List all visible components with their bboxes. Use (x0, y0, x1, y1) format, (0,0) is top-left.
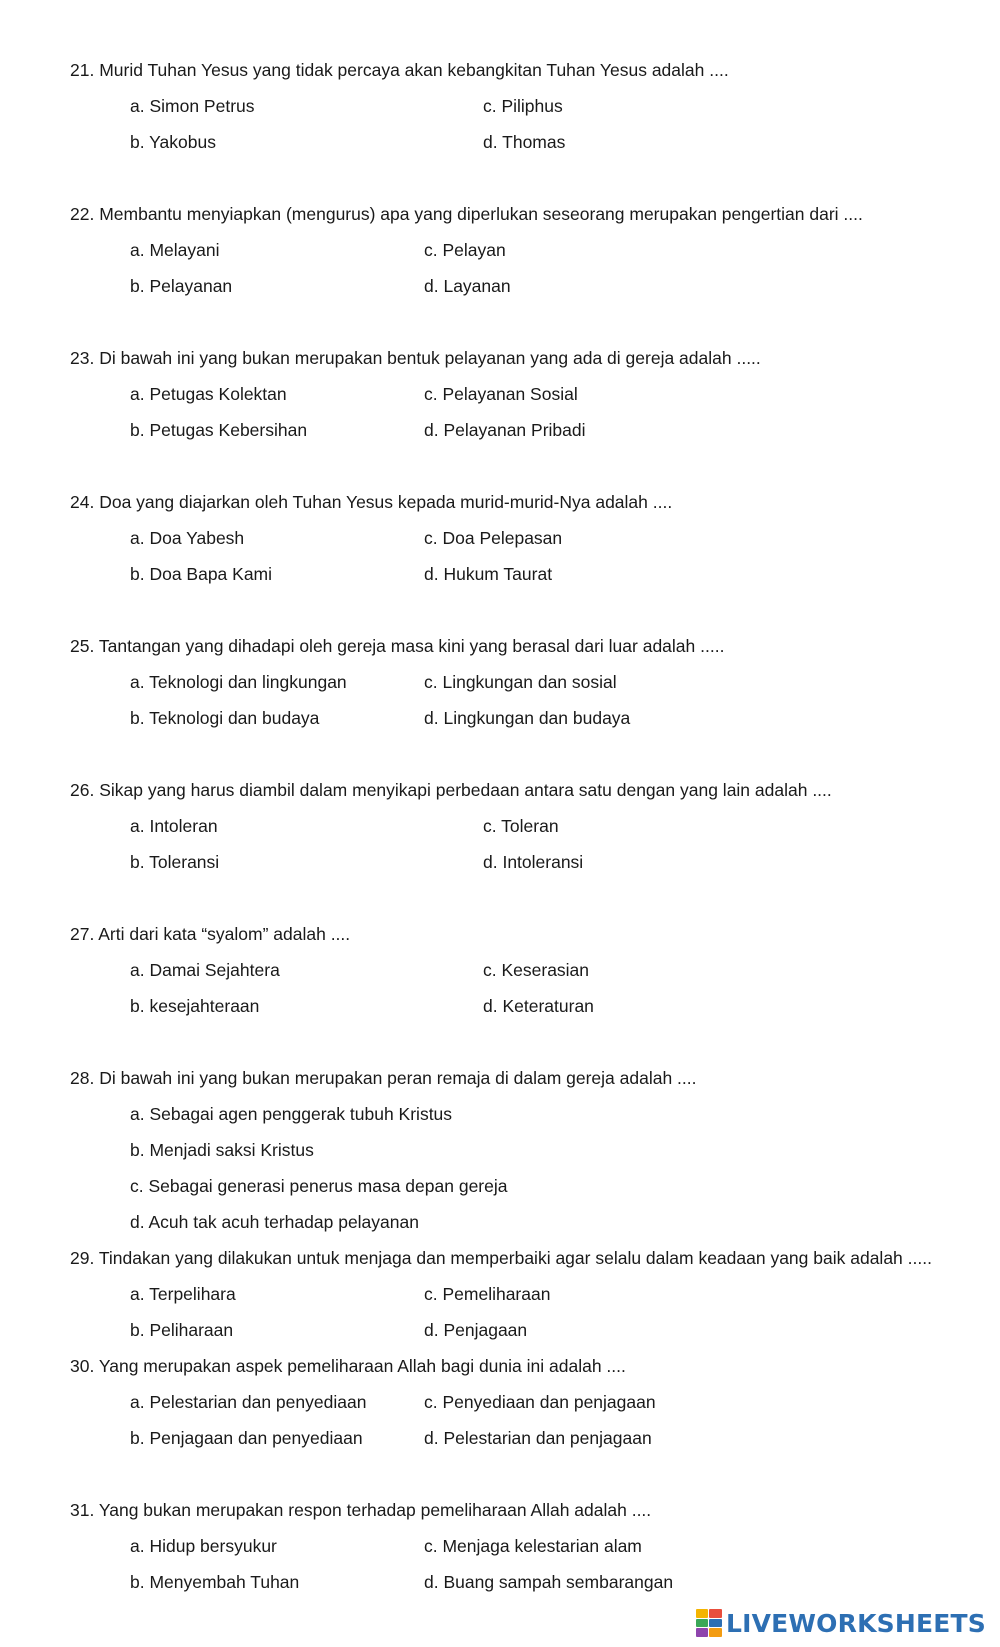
question-23 (70, 347, 980, 369)
question-number: 31. (70, 1500, 95, 1520)
question-number: 29. (70, 1248, 95, 1268)
logo-square-3 (696, 1619, 709, 1628)
option-a[interactable]: a. Damai Sejahtera (130, 960, 280, 980)
option-d[interactable]: d. Layanan (424, 276, 511, 296)
question-27 (70, 923, 980, 945)
option-b[interactable]: b. Yakobus (130, 132, 216, 152)
option-d[interactable]: d. Thomas (483, 132, 566, 152)
question-21 (70, 59, 980, 81)
question-26 (70, 779, 980, 801)
option-b[interactable]: b. Menyembah Tuhan (130, 1572, 300, 1592)
question-number: 26. (70, 780, 95, 800)
question-number: 24. (70, 492, 95, 512)
option-b[interactable]: b. Toleransi (130, 852, 220, 872)
question-text: Di bawah ini yang bukan merupakan bentuk pelayanan yang ada di gereja adalah ..... (99, 348, 761, 368)
question-number: 22. (70, 204, 95, 224)
option-d[interactable]: d. Acuh tak acuh terhadap pelayanan (130, 1212, 419, 1232)
option-a[interactable]: a. Melayani (130, 240, 220, 260)
logo-square-2 (709, 1609, 722, 1618)
question-number: 25. (70, 636, 95, 656)
question-number: 30. (70, 1356, 95, 1376)
option-c[interactable]: c. Lingkungan dan sosial (424, 672, 617, 692)
liveworksheets-logo-icon (696, 1609, 722, 1637)
question-text: Doa yang diajarkan oleh Tuhan Yesus kepada murid-murid-Nya adalah .... (99, 492, 673, 512)
question-text: Murid Tuhan Yesus yang tidak percaya akan kebangkitan Tuhan Yesus adalah .... (99, 60, 729, 80)
option-a[interactable]: a. Sebagai agen penggerak tubuh Kristus (130, 1104, 453, 1124)
option-d[interactable]: d. Pelayanan Pribadi (424, 420, 586, 440)
question-29 (70, 1247, 980, 1269)
option-b[interactable]: b. kesejahteraan (130, 996, 260, 1016)
question-22 (70, 203, 980, 225)
option-a[interactable]: a. Hidup bersyukur (130, 1536, 277, 1556)
option-a[interactable]: a. Doa Yabesh (130, 528, 245, 548)
option-d[interactable]: d. Pelestarian dan penjagaan (424, 1428, 652, 1448)
question-31 (70, 1499, 980, 1521)
question-number: 21. (70, 60, 95, 80)
question-text: Tindakan yang dilakukan untuk menjaga dan memperbaiki agar selalu dalam keadaan yang baik adalah ..... (98, 1248, 932, 1268)
option-b[interactable]: b. Teknologi dan budaya (130, 708, 320, 728)
logo-square-5 (696, 1628, 709, 1637)
option-c[interactable]: c. Penyediaan dan penjagaan (424, 1392, 656, 1412)
question-text: Di bawah ini yang bukan merupakan peran remaja di dalam gereja adalah .... (99, 1068, 697, 1088)
logo-square-4 (709, 1619, 722, 1628)
option-b[interactable]: b. Menjadi saksi Kristus (130, 1140, 314, 1160)
question-text: Yang bukan merupakan respon terhadap pemeliharaan Allah adalah .... (98, 1500, 652, 1520)
question-text: Membantu menyiapkan (mengurus) apa yang diperlukan seseorang merupakan pengertian dari .... (99, 204, 863, 224)
question-text: Tantangan yang dihadapi oleh gereja masa kini yang berasal dari luar adalah ..... (98, 636, 725, 656)
option-b[interactable]: b. Petugas Kebersihan (130, 420, 308, 440)
option-a[interactable]: a. Terpelihara (130, 1284, 236, 1304)
logo-square-6 (709, 1628, 722, 1637)
question-30 (70, 1355, 980, 1377)
option-b[interactable]: b. Peliharaan (130, 1320, 234, 1340)
question-28 (70, 1067, 980, 1089)
option-d[interactable]: d. Keteraturan (483, 996, 594, 1016)
option-b[interactable]: b. Pelayanan (130, 276, 233, 296)
option-a[interactable]: a. Simon Petrus (130, 96, 255, 116)
option-c[interactable]: c. Toleran (483, 816, 559, 836)
option-b[interactable]: b. Doa Bapa Kami (130, 564, 273, 584)
option-d[interactable]: d. Penjagaan (424, 1320, 528, 1340)
question-24 (70, 491, 980, 513)
question-text: Sikap yang harus diambil dalam menyikapi perbedaan antara satu dengan yang lain adalah .... (99, 780, 832, 800)
logo-square-1 (696, 1609, 709, 1618)
option-c[interactable]: c. Doa Pelepasan (424, 528, 563, 548)
option-c[interactable]: c. Pemeliharaan (424, 1284, 551, 1304)
liveworksheets-brand (696, 1606, 986, 1640)
option-b[interactable]: b. Penjagaan dan penyediaan (130, 1428, 363, 1448)
question-number: 23. (70, 348, 95, 368)
option-c[interactable]: c. Keserasian (483, 960, 590, 980)
option-c[interactable]: c. Piliphus (483, 96, 563, 116)
option-d[interactable]: d. Intoleransi (483, 852, 584, 872)
option-c[interactable]: c. Sebagai generasi penerus masa depan gereja (130, 1176, 508, 1196)
question-text: Yang merupakan aspek pemeliharaan Allah bagi dunia ini adalah .... (98, 1356, 626, 1376)
option-a[interactable]: a. Petugas Kolektan (130, 384, 287, 404)
question-25 (70, 635, 980, 657)
option-a[interactable]: a. Pelestarian dan penyediaan (130, 1392, 367, 1412)
option-c[interactable]: c. Menjaga kelestarian alam (424, 1536, 642, 1556)
option-d[interactable]: d. Hukum Taurat (424, 564, 553, 584)
option-c[interactable]: c. Pelayanan Sosial (424, 384, 578, 404)
option-d[interactable]: d. Lingkungan dan budaya (424, 708, 631, 728)
question-number: 28. (70, 1068, 95, 1088)
option-a[interactable]: a. Intoleran (130, 816, 218, 836)
option-a[interactable]: a. Teknologi dan lingkungan (130, 672, 347, 692)
option-c[interactable]: c. Pelayan (424, 240, 506, 260)
option-d[interactable]: d. Buang sampah sembarangan (424, 1572, 674, 1592)
brand-name: LIVEWORKSHEETS (725, 1608, 986, 1638)
question-number: 27. (70, 924, 95, 944)
question-text: Arti dari kata “syalom” adalah .... (98, 924, 351, 944)
